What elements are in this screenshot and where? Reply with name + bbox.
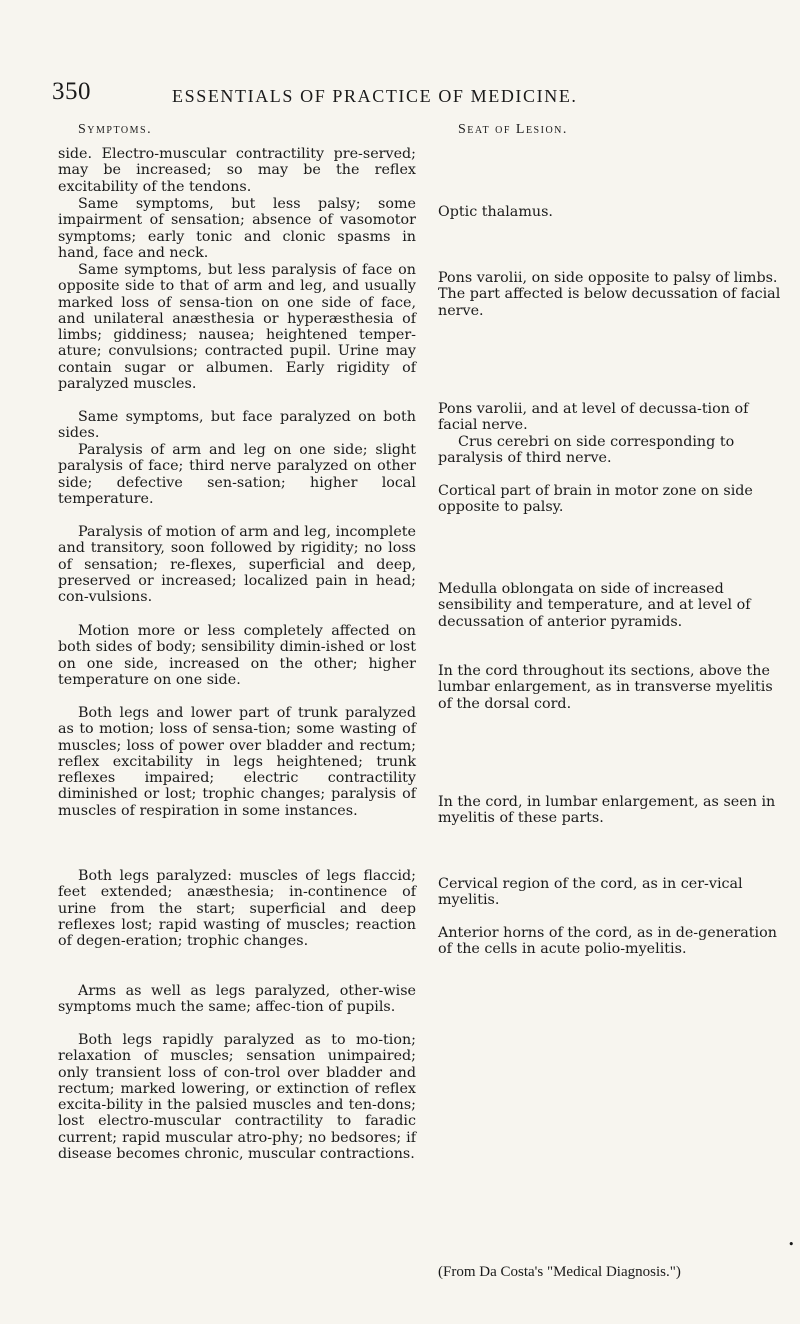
symptom-paragraph: Same symptoms, but less paralysis of face on opposite side to that of arm and leg, and usually marked loss of sensa-tion on one side of face, and unilateral anæsthesia or hyperæsthesia of limbs; giddiness; nausea; heightened temper-ature; convulsions; contracted pupil. Urine may contain sugar or albumen. Early rigidity of paralyzed muscles. [58,262,416,393]
lesion-text: In the cord throughout its sections, above the lumbar enlargement, as in transverse myelitis of the dorsal cord. [438,663,773,712]
symptom-paragraph: side. Electro-muscular contractility pre-served; may be increased; so may be the reflex excitability of the tendons. [58,146,416,195]
citation: (From Da Costa's "Medical Diagnosis.") [438,1264,681,1280]
symptom-paragraph: Same symptoms, but less palsy; some impairment of sensation; absence of vasomotor symptoms; early tonic and clonic spasms in hand, face and neck. [58,196,416,261]
lesion-entry [438,876,781,909]
lesion-text: Pons varolii, and at level of decussa-tion of facial nerve. [438,401,749,434]
symptom-paragraph: Both legs rapidly paralyzed as to mo-tion; relaxation of muscles; sensation unimpaired; only transient loss of con-trol over bladder and rectum; marked lowering, or extinction of reflex excita-bility in the palsied muscles and ten-dons; lost electro-muscular contractility to faradic current; rapid muscular atro-phy; no bedsores; if disease becomes chronic, muscular contractions. [58,1032,416,1163]
margin-mark: • [788,1238,795,1251]
lesion-entry [438,483,781,516]
lesion-text: Anterior horns of the cord, as in de-generation of the cells in acute polio-myelitis. [438,925,777,958]
lesion-entry [438,401,781,466]
lesion-text: In the cord, in lumbar enlargement, as seen in myelitis of these parts. [438,794,776,827]
lesion-text: Medulla oblongata on side of increased sensibility and temperature, and at level of decussation of anterior pyramids. [438,581,751,630]
symptom-paragraph: Both legs paralyzed: muscles of legs flaccid; feet extended; anæsthesia; in-continence of urine from the start; superficial and deep reflexes lost; rapid wasting of muscles; reaction of degen-eration; trophic changes. [58,868,416,950]
symptom-paragraph: Same symptoms, but face paralyzed on both sides. [58,409,416,442]
symptom-paragraph: Paralysis of arm and leg on one side; slight paralysis of face; third nerve paralyzed on other side; defective sen-sation; higher local temperature. [58,442,416,507]
lesion-text: Optic thalamus. [438,204,553,220]
page-number: 350 [52,78,91,105]
lesion-entry [438,581,781,630]
lesion-entry [438,663,781,712]
lesion-text: Cervical region of the cord, as in cer-vical myelitis. [438,876,743,909]
lesion-text: Cortical part of brain in motor zone on side opposite to palsy. [438,483,753,516]
lesion-text: Pons varolii, on side opposite to palsy of limbs. The part affected is below decussation of facial nerve. [438,270,781,319]
symptoms-heading: Symptoms. [78,122,153,137]
symptom-paragraph: Motion more or less completely affected on both sides of body; sensibility dimin-ished or lost on one side, increased on the other; higher temperature on one side. [58,623,416,688]
symptom-paragraph: Paralysis of motion of arm and leg, incomplete and transitory, soon followed by rigidity; no loss of sensation; re-flexes, superficial and deep, preserved or increased; localized pain in head; con-vulsions. [58,524,416,606]
lesion-entry [438,794,781,827]
seat-of-lesion-heading: Seat of Lesion. [458,122,568,137]
symptom-paragraph: Both legs and lower part of trunk paralyzed as to motion; loss of sensa-tion; some wasting of muscles; loss of power over bladder and rectum; reflex excitability in legs heightened; trunk reflexes impaired; electric contractility diminished or lost; trophic changes; paralysis of muscles of respiration in some instances. [58,705,416,819]
running-head: ESSENTIALS OF PRACTICE OF MEDICINE. [172,86,578,106]
lesion-entry [438,270,781,319]
lesion-entry [438,925,781,958]
symptom-paragraph: Arms as well as legs paralyzed, other-wise symptoms much the same; affec-tion of pupils. [58,983,416,1016]
lesion-text: Crus cerebri on side corresponding to paralysis of third nerve. [438,433,735,466]
lesion-entry [438,204,781,220]
